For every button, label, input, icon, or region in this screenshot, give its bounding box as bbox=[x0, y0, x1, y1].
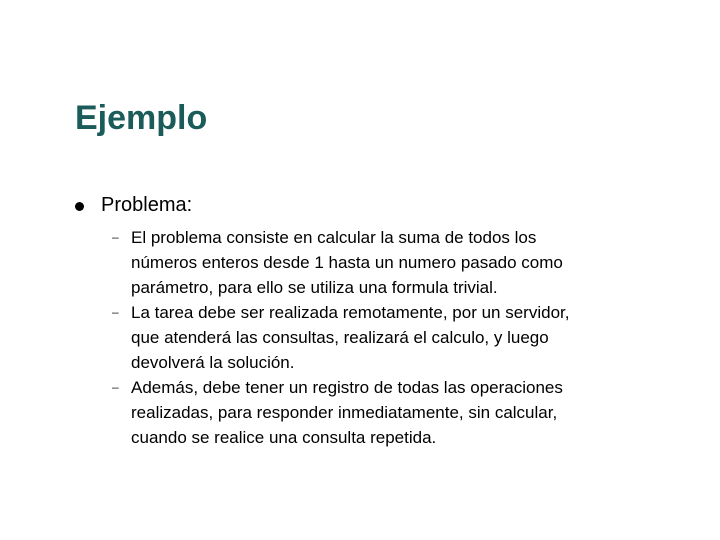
dash-marker: – bbox=[112, 380, 119, 394]
sub-bullet-text bbox=[131, 375, 671, 450]
slide-title: Ejemplo bbox=[75, 99, 208, 137]
sub-bullet-text bbox=[131, 225, 671, 300]
text-line: La tarea debe ser realizada remotamente, por un servidor, bbox=[131, 303, 570, 322]
text-line: realizadas, para responder inmediatamente, sin calcular, bbox=[131, 403, 558, 422]
sub-bullet-item bbox=[112, 375, 672, 450]
text-line: parámetro, para ello se utiliza una formula trivial. bbox=[131, 278, 498, 297]
text-line: El problema consiste en calcular la suma de todos los bbox=[131, 228, 537, 247]
text-line: Además, debe tener un registro de todas las operaciones bbox=[131, 378, 563, 397]
text-line: que atenderá las consultas, realizará el calculo, y luego bbox=[131, 328, 549, 347]
sub-bullet-text bbox=[131, 300, 671, 375]
bullet-text: Problema: bbox=[101, 194, 193, 216]
bullet-item bbox=[75, 193, 192, 217]
dash-marker: – bbox=[112, 305, 119, 319]
bullet-dot-icon bbox=[75, 202, 84, 211]
text-line: devolverá la solución. bbox=[131, 353, 295, 372]
dash-marker: – bbox=[112, 230, 119, 244]
sub-bullet-item bbox=[112, 300, 672, 375]
sub-bullet-item bbox=[112, 225, 672, 300]
text-line: números enteros desde 1 hasta un numero pasado como bbox=[131, 253, 563, 272]
text-line: cuando se realice una consulta repetida. bbox=[131, 428, 437, 447]
